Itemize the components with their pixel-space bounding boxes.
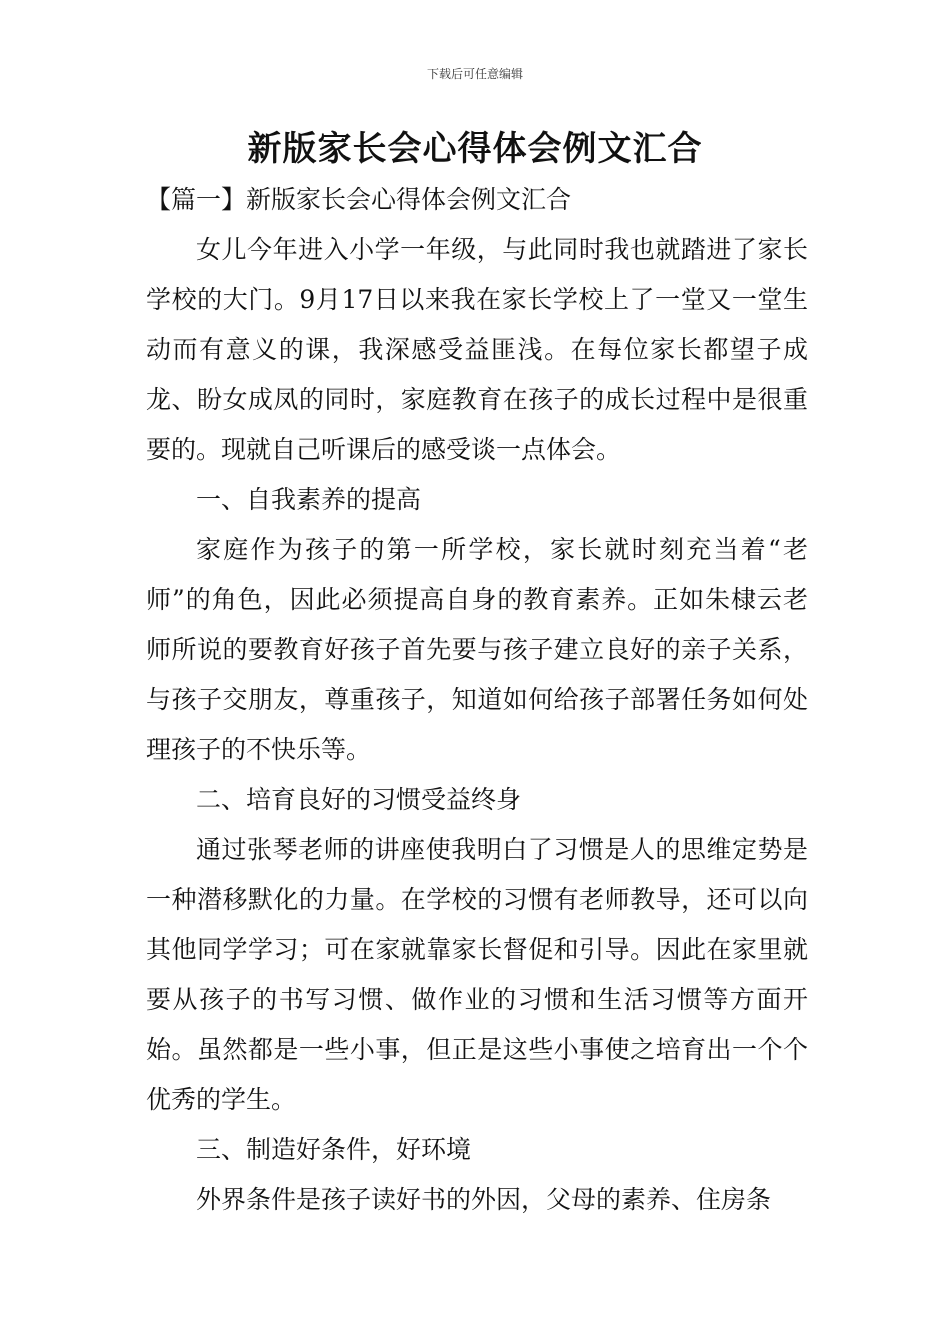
subheading: 一、自我素养的提高: [196, 485, 422, 514]
body-paragraph: 通过张琴老师的讲座使我明白了习惯是人的思维定势是一种潜移默化的力量。在学校的习惯有老师教导，还可以向其他同学学习；可在家就靠家长督促和引导。因此在家里就要从孩子的书写习惯、做作业的习惯和生活习惯等方面开始。虽然都是一些小事，但正是这些小事使之培育出一个个优秀的学生。: [146, 835, 808, 1114]
document-body: [146, 175, 808, 1225]
subheading: 三、制造好条件，好环境: [196, 1135, 472, 1164]
body-paragraph: 外界条件是孩子读好书的外因，父母的素养、住房条: [196, 1185, 772, 1214]
header-note: 下载后可任意编辑: [426, 67, 523, 81]
document-title: 新版家长会心得体会例文汇合: [247, 129, 703, 169]
body-paragraph: 女儿今年进入小学一年级，与此同时我也就踏进了家长学校的大门。9月17日以来我在家长学校上了一堂又一堂生动而有意义的课，我深感受益匪浅。在每位家长都望子成龙、盼女成凤的同时，家庭教育在孩子的成长过程中是很重要的。现就自己听课后的感受谈一点体会。: [146, 235, 808, 464]
subheading: 二、培育良好的习惯受益终身: [196, 785, 522, 814]
body-paragraph: 家庭作为孩子的第一所学校，家长就时刻充当着“老师”的角色，因此必须提高自身的教育素养。正如朱棣云老师所说的要教育好孩子首先要与孩子建立良好的亲子关系，与孩子交朋友，尊重孩子，知道如何给孩子部署任务如何处理孩子的不快乐等。: [146, 535, 808, 764]
section-label: 【篇一】新版家长会心得体会例文汇合: [146, 185, 572, 214]
